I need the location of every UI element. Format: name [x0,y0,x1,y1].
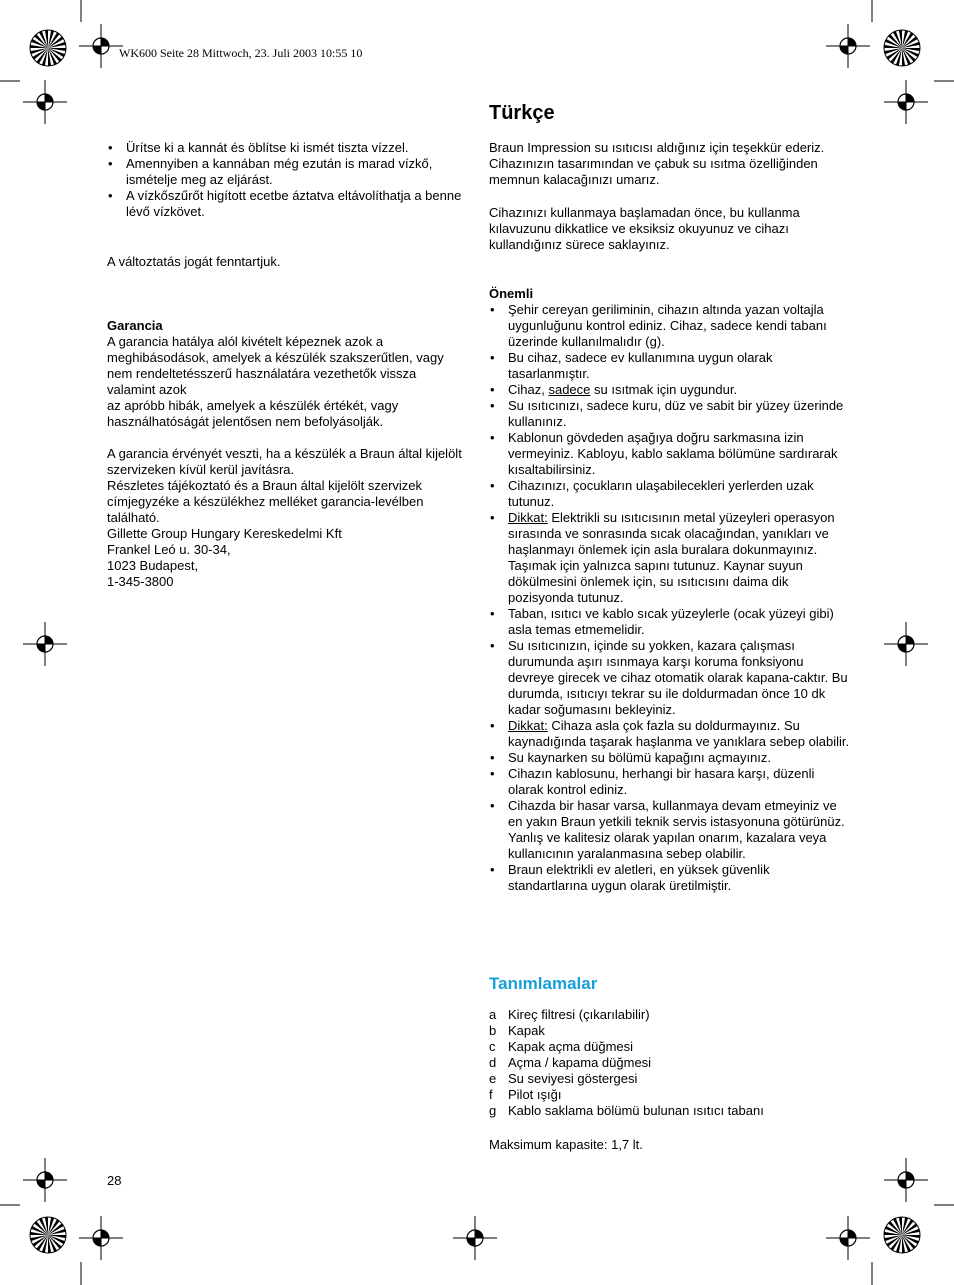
registration-mark-icon [23,1158,67,1202]
warranty-paragraph: A garancia érvényét veszti, ha a készülék a Braun által kijelölt szervizeken kívül kerül javításra. [107,446,462,477]
star-target-icon [884,1217,920,1253]
service-phone: 1-345-3800 [107,574,174,589]
intro-paragraph: Braun Impression su ısıtıcısı aldığınız için teşekkür ederiz. Cihazınızın tasarımından ve çabuk su ısıtma özelliğinden memnun kalacağınızı umarız. [489,140,825,187]
definitions-heading: Tanımlamalar [489,974,598,993]
list-item: • Şehir cereyan geriliminin, cihazın altında yazan voltajla uygunluğunu kontrol ediniz. Cihaz, sadece kendi tabanı üzerinde kullanılmalıdır (g). [489,302,851,350]
list-item: • Su ısıtıcınızın, içinde su yokken, kazara çalışması durumunda aşırı ısınmaya karşı koruma fonksiyonu devreye girecek ve cihaz otomatik olarak kapana-caktır. Bu durumda, ısıtıcıyı tekrar su ile doldurmadan önce 10 dk kadar soğumasını bekleyiniz. [489,638,851,718]
list-item: f Pilot ışığı [489,1087,562,1102]
list-item: a Kireç filtresi (çıkarılabilir) [489,1007,650,1022]
star-target-icon [884,30,920,66]
warranty-paragraph: A garancia hatálya alól kivételt képeznek azok a meghibásodások, amelyek a készülék szakszerűtlen, vagy nem rendeltetésszerű használatára vezethetők vissza valamint azok [107,334,444,397]
registration-mark-icon [884,1158,928,1202]
list-item: • Kablonun gövdeden aşağıya doğru sarkmasına izin vermeyiniz. Kabloyu, kablo saklama bölümüne sardırarak kısaltabilirsiniz. [489,430,851,478]
registration-mark-icon [884,80,928,124]
list-item: • Braun elektrikli ev aletleri, en yüksek güvenlik standartlarına uygun olarak üretilmiştir. [489,862,851,894]
registration-mark-icon [453,1216,497,1260]
important-heading: Önemli [489,286,534,301]
list-item: • Bu cihaz, sadece ev kullanımına uygun olarak tasarlanmıştır. [489,350,851,382]
star-target-icon [30,30,66,66]
list-item: • Taban, ısıtıcı ve kablo sıcak yüzeylerle (ocak yüzeyi gibi) asla temas etmemelidir. [489,606,851,638]
star-target-icon [30,1217,66,1253]
registration-mark-icon [23,622,67,666]
list-item: d Açma / kapama düğmesi [489,1055,652,1070]
page-number: 28 [107,1173,122,1188]
list-item: • Su kaynarken su bölümü kapağını açmayınız. [489,750,851,766]
registration-mark-icon [826,1216,870,1260]
registration-mark-icon [79,1216,123,1260]
rights-reserved-note: A változtatás jogát fenntartjuk. [107,254,281,269]
parts-list [489,1007,851,1119]
warranty-paragraph: Részletes tájékoztató és a Braun által kijelölt szervizek címjegyzéke a készülékhez melléket garancia-levélben található. [107,478,424,525]
emphasis-underline: sadece [548,382,591,397]
caution-label: Dikkat: [508,510,548,525]
warranty-paragraph: az apróbb hibák, amelyek a készülék értékét, vagy használhatóságát jelentősen nem befolyásolják. [107,398,399,429]
registration-mark-icon [79,24,123,68]
registration-mark-icon [23,80,67,124]
caution-label: Dikkat: [508,718,548,733]
service-address-line: Gillette Group Hungary Kereskedelmi Kft [107,526,342,541]
list-item: g Kablo saklama bölümü bulunan ısıtıcı tabanı [489,1103,764,1118]
capacity-note: Maksimum kapasite: 1,7 lt. [489,1137,643,1152]
warranty-section [107,318,467,590]
list-item: • Cihazda bir hasar varsa, kullanmaya devam etmeyiniz ve en yakın Braun yetkili teknik servis istasyonuna götürünüz. Yanlış ve kalitesiz olarak yapılan onarım, kazalara veya kullanıcının yaralanmasına sebep olabilir. [489,798,851,862]
descaling-steps-list [107,140,467,220]
list-item: • Su ısıtıcınızı, sadece kuru, düz ve sabit bir yüzey üzerinde kullanınız. [489,398,851,430]
registration-mark-icon [884,622,928,666]
list-item: • A vízkőszűrőt higított ecetbe áztatva eltávolíthatja a benne lévő vízkövet. [107,188,467,220]
registration-mark-icon [826,24,870,68]
list-item: e Su seviyesi göstergesi [489,1071,638,1086]
list-item: • Cihaz, sadece su ısıtmak için uygundur. [489,382,851,398]
service-address-line: Frankel Leó u. 30-34, [107,542,231,557]
list-item: • Dikkat: Cihaza asla çok fazla su doldurmayınız. Su kaynadığında taşarak haşlanma ve yanıklara sebep olabilir. [489,718,851,750]
list-item: • Ürítse ki a kannát és öblítse ki ismét tiszta vízzel. [107,140,467,156]
list-item: • Cihazın kablosunu, herhangi bir hasara karşı, düzenli olarak kontrol ediniz. [489,766,851,798]
page-title: Türkçe [489,102,555,124]
list-item: • Amennyiben a kannában még ezután is marad vízkő, ismételje meg az eljárást. [107,156,467,188]
list-item: • Dikkat: Elektrikli su ısıtıcısının metal yüzeyleri operasyon sırasında ve sonrasında sıcak olacağından, yanıkları ve haşlanmayı önlemek için asla buralara dokunmayınız. Taşımak için yalnızca sapını tutunuz. Kaynar suyun dökülmesini önlemek için, su ısıtıcısını daima dik pozisyonda tutunuz. [489,510,851,606]
important-section [489,286,851,894]
print-slug: WK600 Seite 28 Mittwoch, 23. Juli 2003 10:55 10 [119,46,363,60]
warranty-heading: Garancia [107,318,163,333]
safety-list [489,302,851,894]
list-item: b Kapak [489,1023,545,1038]
intro-paragraph: Cihazınızı kullanmaya başlamadan önce, bu kullanma kılavuzunu dikkatlice ve eksiksiz okuyunuz ve cihazı kullandığınız sürece saklayınız. [489,205,800,252]
list-item: • Cihazınızı, çocukların ulaşabilecekleri yerlerden uzak tutunuz. [489,478,851,510]
list-item: c Kapak açma düğmesi [489,1039,634,1054]
service-address-line: 1023 Budapest, [107,558,199,573]
